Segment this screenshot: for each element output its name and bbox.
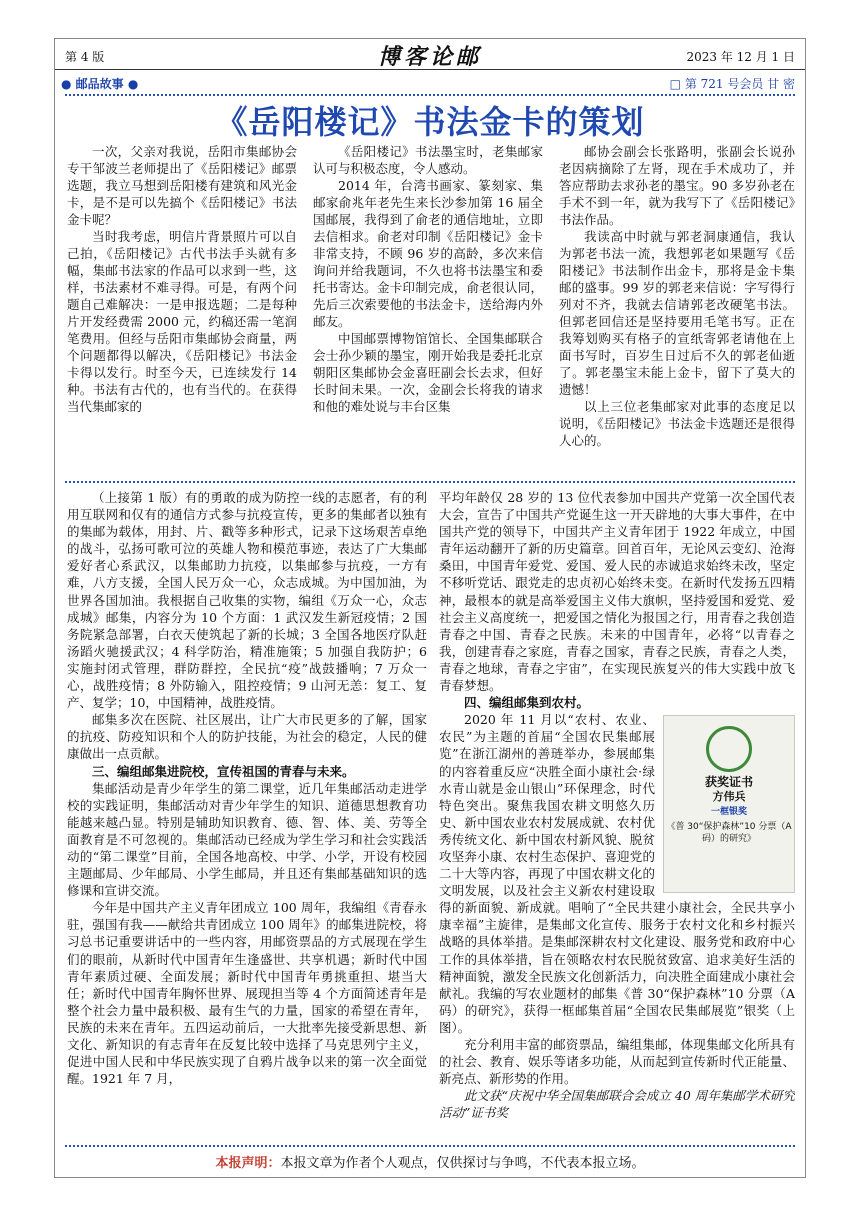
- paragraph: 邮协会副会长张路明，张副会长说孙老因病摘除了左肾，现在手术成功了，并答应帮助去求孙老的墨宝。90 多岁孙老在手术不到一年，就为我写下了《岳阳楼记》书法作品。: [559, 144, 795, 227]
- paragraph: 一次，父亲对我说，岳阳市集邮协会专干邹波兰老师提出了《岳阳楼记》邮票选题，我立马想到岳阳楼有建筑和风光金卡，是不是可以先搞个《岳阳楼记》书法金卡呢？: [67, 144, 297, 227]
- paragraph: 充分利用丰富的邮资票品，编组集邮，体现集邮文化所具有的社会、教育、娱乐等诸多功能，从而起到宣传新时代正能量、新亮点、新形势的作用。: [439, 1037, 795, 1087]
- paper-name: 博客论邮: [377, 44, 482, 70]
- seal-icon: [706, 726, 752, 772]
- issue-date: 2023 年 12 月 1 日: [686, 50, 795, 64]
- paragraph: 以上三位老集邮家对此事的态度足以说明，《岳阳楼记》书法金卡选题还是很得人心的。: [559, 399, 795, 448]
- paragraph: 邮集多次在医院、社区展出，让广大市民更多的了解，国家的抗疫、防疫知识和个人的防护技能，为社会的稳定，人民的健康做出一点贡献。: [67, 712, 427, 762]
- paragraph: 《岳阳楼记》书法墨宝时，老集邮家认可与积极态度，令人感动。: [313, 144, 543, 176]
- section-heading-3: 三、编组邮集进院校，宣传祖国的青春与未来。: [92, 763, 355, 779]
- paragraph: 平均年龄仅 28 岁的 13 位代表参加中国共产党第一次全国代表大会，宣告了中国共产党诞生这一开天辟地的大事大事件，在中国共产党的领导下，中国共产主义青年团于 1922 年成立，中国青年运动翻开了新的历史篇章。回首百年，无论风云变幻、沧海桑田，中国青年爱党、爱国、爱人民的赤诚追求始终未改，坚定不移听党话、跟党走的忠贞初心始终未变。在新时代发扬五四精神，最根本的就是高举爱国主义伟大旗帜，坚持爱国和爱党、爱社会主义高度统一，把爱国之情化为报国之行，用青春之我创造青春之中国、青春之民族。未来的中国青年，必将“以青春之我，创建青春之家庭，青春之国家，青春之民族，青春之人类，青春之地球，青春之宇宙”，在实现民族复兴的伟大实践中放飞青春梦想。: [439, 490, 795, 694]
- certificate-title: 获奖证书: [704, 775, 753, 790]
- dotted-divider-top: [65, 94, 795, 96]
- certificate-name: 方伟兵: [712, 790, 746, 804]
- newspaper-page: [54, 38, 806, 1178]
- paragraph: 2020 年 11 月以“农村、农业、农民”为主题的首届“全国农民集邮展览”在浙江湖州的善琏举办，参展邮集的内容着重反应“决胜全面小康社会·绿水青山就是金山银山”环保理念，时代特色突出。聚焦我国农耕文明悠久历史、新中国农业农村发展成就、农村优秀传统文化、新中国农村新风貌、脱贫攻坚奔小康、农村生态保护、喜迎党的二十大等内容，再现了中国农耕文化的文明发展，以及社会主义新农村建设取得的新面貌、新成就。唱响了“全民共建小康社会，全民共享小康幸福”主旋律，是集邮文化宣传、服务于农村文化和乡村振兴战略的具体举措。是集邮深耕农村文化建设、服务党和政府中心工作的具体举措，旨在领略农村农民脱贫致富、追求美好生活的精神面貌，激发全民族文化创新活力，向决胜全面建成小康社会献礼。我编的写农业题材的邮集《普 30“保护森林”10 分票（A 码）的研究》，获得一框邮集首届“全国农民集邮展览”银奖（上图）。: [439, 712, 795, 1035]
- award-certificate-image: [663, 715, 795, 893]
- top-column-2: [313, 143, 543, 473]
- footer-statement: [55, 1152, 805, 1171]
- article-title: 《岳阳楼记》书法金卡的策划: [215, 103, 645, 141]
- top-column-1: [67, 143, 297, 473]
- paragraph: （上接第 1 版）有的勇敢的成为防控一线的志愿者，有的利用互联网和仅有的通信方式参与抗疫宣传，更多的集邮者以独有的集邮为载体，用封、片、戳等多种形式，记录下这场艰苦卓绝的战斗，弘扬可歌可泣的英雄人物和模范事迹，表达了广大集邮爱好者心系武汉，以集邮助力抗疫，以集邮参与抗疫，一方有难，八方支援，全国人民万众一心，众志成城。为中国加油，为世界各国加油。我根据自己收集的实物，编组《万众一心，众志成城》邮集，内容分为 10 个方面：1 武汉发生新冠疫情；2 国务院紧急部署，白衣天使筑起了新的长城；3 全国各地医疗队赶汤蹈火驰援武汉；4 科学防治，精准施策；5 加强自我防护；6 实施封闭式管理，群防群控，全民抗“疫”战鼓播响；7 万众一心，战胜疫情；8 外防输入，阻控疫情；9 山河无恙：复工、复产、复学；10，中国精神，战胜疫情。: [67, 490, 427, 711]
- paragraph: 中国邮票博物馆馆长、全国集邮联合会士孙少颖的墨宝，刚开始我是委托北京朝阳区集邮协会金喜旺副会长去求，但好长时间未果。一次，金副会长将我的请求和他的难处说与丰台区集: [313, 331, 543, 414]
- edition-label: 第 4 版: [65, 50, 105, 64]
- top-article: [67, 143, 795, 473]
- section-heading-4: 四、编组邮集到农村。: [464, 695, 590, 711]
- certificate-work: 《普 30“保护森林”10 分票（A码）的研究》: [666, 822, 792, 845]
- dotted-divider-middle: [65, 481, 795, 483]
- footer-text: 本报文章为作者个人观点，仅供探讨与争鸣，不代表本报立场。: [280, 1156, 645, 1171]
- paragraph: 集邮活动是青少年学生的第二课堂，近几年集邮活动走进学校的实践证明，集邮活动对青少年学生的知识、道德思想教育功能越来越凸显。特别是辅助知识教育、德、智、体、美、劳等全面教育是不可忽视的。集邮活动已经成为学生学习和社会实践活动的“第二课堂”目前，全国各地高校、中学、小学，开设有校园主题邮局、少年邮局、小学生邮局，并且还有集邮基础知识的选修课和宣讲交流。: [67, 780, 427, 899]
- dotted-divider-bottom: [65, 1145, 795, 1147]
- bottom-left-column: [67, 489, 427, 1143]
- paragraph: 我读高中时就与郭老洞康通信，我认为郭老书法一流，我想郭老如果题写《岳阳楼记》书法制作出金卡，那将是金卡集邮的盛事。99 岁的郭老来信说：字写得行列对不齐，我就去信请郭老改硬笔书法。但郭老回信还是坚持要用毛笔书写。正在我筹划购买有格子的宣纸寄郭老请他在上面书写时，百岁生日过后不久的郭老仙逝了。郭老墨宝未能上金卡，留下了莫大的遗憾！: [559, 229, 795, 397]
- footer-lead: 本报声明：: [215, 1156, 281, 1171]
- column-tag: ● 邮品故事 ●: [61, 77, 139, 91]
- certificate-award: 一框银奖: [710, 807, 747, 818]
- bottom-right-column: [439, 489, 795, 1143]
- paragraph: 今年是中国共产主义青年团成立 100 周年，我编组《青春永驻，强国有我——献给共青团成立 100 周年》的邮集进院校，将习总书记重要讲话中的一些内容，用邮资票品的方式展现在学生们的眼前，从新时代中国青年生逢盛世、共享机遇；新时代中国青年素质过硬、全面发展；新时代中国青年勇挑重担、堪当大任；新时代中国青年胸怀世界、展现担当等 4 个方面简述青年是整个社会力量中最积极、最有生气的力量，国家的希望在青年，民族的未来在青年。五四运动前后，一大批率先接受新思想、新文化、新知识的有志青年在反复比较中选择了马克思列宁主义，促进中国人民和中华民族实现了自鸦片战争以来的第一次全面觉醒。1921 年 7 月，: [67, 900, 427, 1087]
- masthead: [55, 39, 805, 70]
- top-column-3: [559, 143, 795, 473]
- paragraph: 当时我考虑，明信片背景照片可以自己拍，《岳阳楼记》古代书法手头就有多幅，集邮书法家的作品可以求到一些，这样，书法素材不难寻得。可是，有两个问题自己难解决：一是申报选题；二是每种片开发经费需 2000 元，约稿还需一笔润笔费用。但经与岳阳市集邮协会商量，两个问题都得以解决，《岳阳楼记》书法金卡得以发行。时至今天，已连续发行 14 种。书法有古代的，也有当代的。在获得当代集邮家的: [67, 229, 297, 414]
- award-note: 此文获“庆祝中华全国集邮联合会成立 40 周年集邮学术研究活动”证书奖: [439, 1088, 795, 1121]
- subheader: [55, 71, 805, 93]
- author-line: □ 第 721 号会员 甘 密: [669, 77, 795, 91]
- paragraph: 2014 年，台湾书画家、篆刻家、集邮家俞兆年老先生来长沙参加第 16 届全国邮展，我得到了俞老的通信地址，立即去信相求。俞老对印制《岳阳楼记》金卡非常支持，不顾 96 岁的高龄，多次来信询问并给我题词，不久也将书法墨宝和委托书寄达。金卡印制完成，俞老很认同，先后三次索要他的书法金卡，送给海内外邮友。: [313, 178, 543, 329]
